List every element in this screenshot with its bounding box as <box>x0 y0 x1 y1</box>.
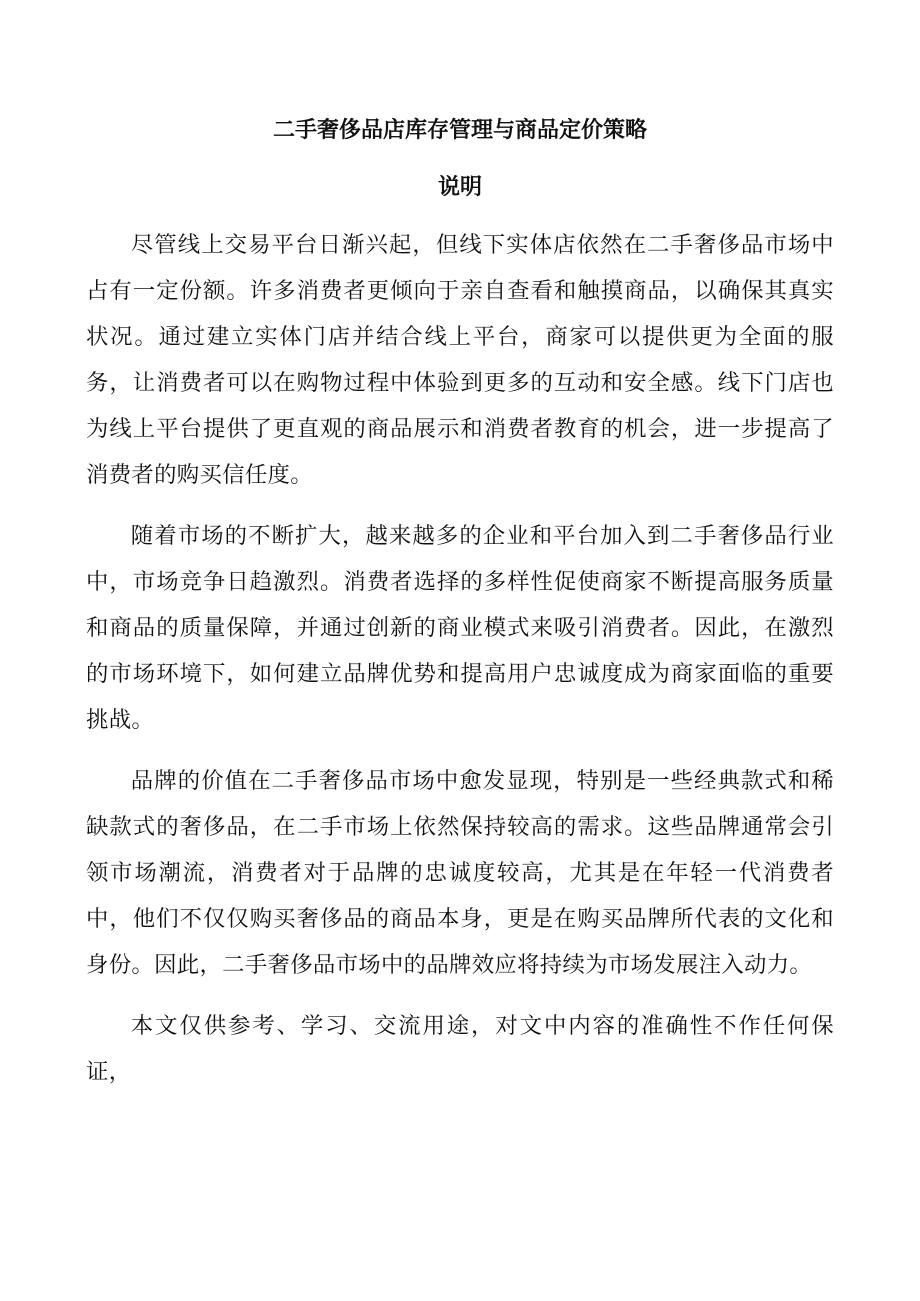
document-body <box>86 222 834 1095</box>
paragraph-4: 本文仅供参考、学习、交流用途，对文中内容的准确性不作任何保证， <box>86 1013 834 1085</box>
paragraph-3: 品牌的价值在二手奢侈品市场中愈发显现，特别是一些经典款式和稀缺款式的奢侈品，在二手市场上依然保持较高的需求。这些品牌通常会引领市场潮流，消费者对于品牌的忠诚度较高，尤其是在年轻一代消费者中，他们不仅仅购买奢侈品的商品本身，更是在购买品牌所代表的文化和身份。因此，二手奢侈品市场中的品牌效应将持续为市场发展注入动力。 <box>86 768 834 978</box>
section-heading: 说明 <box>437 174 482 200</box>
paragraph-2: 随着市场的不断扩大，越来越多的企业和平台加入到二手奢侈品行业中，市场竞争日趋激烈。消费者选择的多样性促使商家不断提高服务质量和商品的质量保障，并通过创新的商业模式来吸引消费者。因此，在激烈的市场环境下，如何建立品牌优势和提高用户忠诚度成为商家面临的重要挑战。 <box>86 523 834 733</box>
document-title: 二手奢侈品店库存管理与商品定价策略 <box>272 117 647 143</box>
paragraph-1: 尽管线上交易平台日渐兴起，但线下实体店依然在二手奢侈品市场中占有一定份额。许多消费者更倾向于亲自查看和触摸商品，以确保其真实状况。通过建立实体门店并结合线上平台，商家可以提供更为全面的服务，让消费者可以在购物过程中体验到更多的互动和安全感。线下门店也为线上平台提供了更直观的商品展示和消费者教育的机会，进一步提高了消费者的购买信任度。 <box>86 232 834 488</box>
